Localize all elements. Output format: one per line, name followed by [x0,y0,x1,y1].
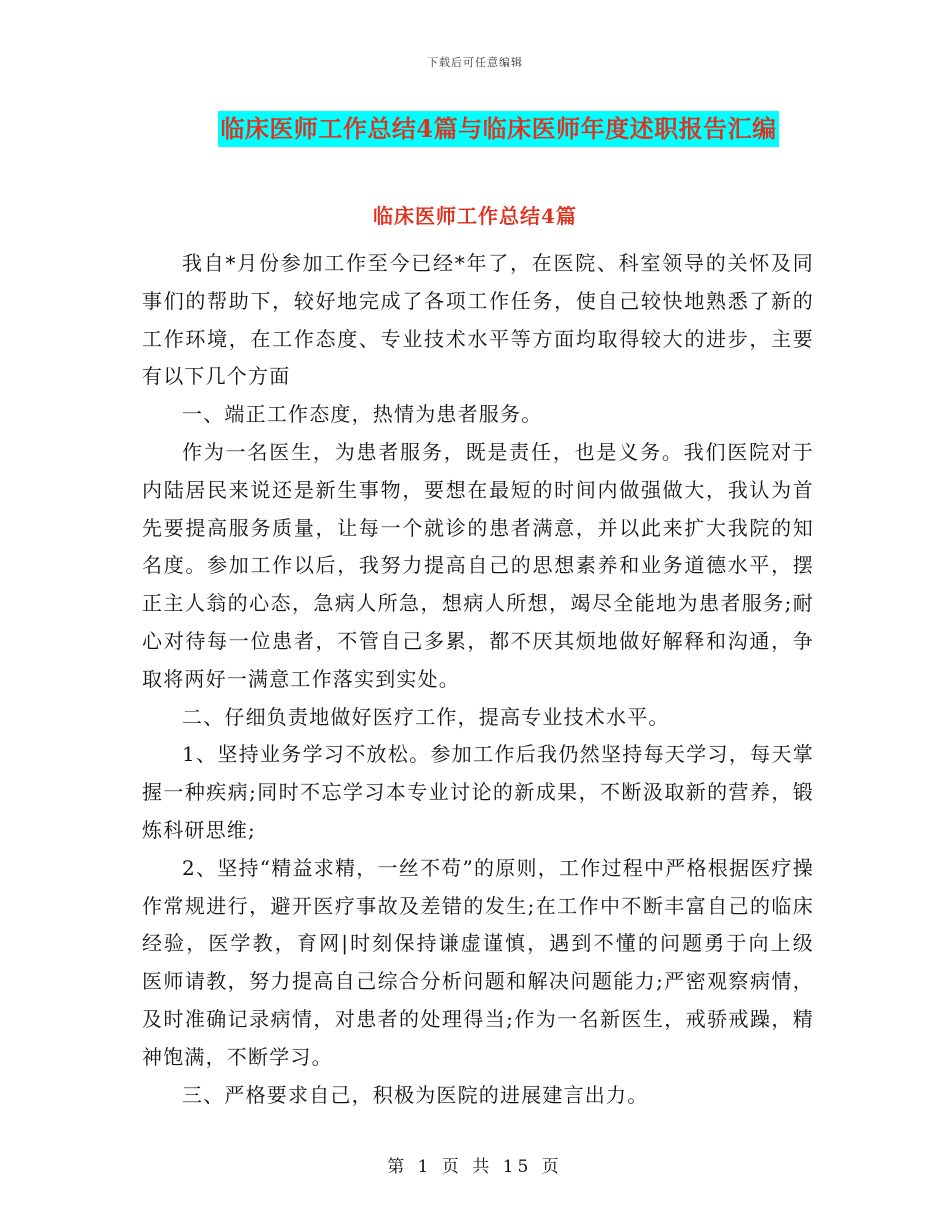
body-text [142,245,814,1114]
paragraph: 我自*月份参加工作至今已经*年了，在医院、科室领导的关怀及同事们的帮助下，较好地完成了各项工作任务，使自己较快地熟悉了新的工作环境，在工作态度、专业技术水平等方面均取得较大的进步，主要有以下几个方面 [142,251,814,389]
main-title: 临床医师工作总结4篇与临床医师年度述职报告汇编 [218,111,778,147]
section-heading: 一、端正工作态度，热情为患者服务。 [182,402,543,427]
section-heading: 二、仔细负责地做好医疗工作，提高专业技术水平。 [182,704,670,729]
main-title-container [0,111,950,147]
sub-title: 临床医师工作总结4篇 [373,204,577,228]
page-footer: 第 1 页 共 15 页 [387,1157,563,1177]
paragraph: 作为一名医生，为患者服务，既是责任，也是义务。我们医院对于内陆居民来说还是新生事物，要想在最短的时间内做强做大，我认为首先要提高服务质量，让每一个就诊的患者满意，并以此来扩大我院的知名度。参加工作以后，我努力提高自己的思想素养和业务道德水平，摆正主人翁的心态，急病人所急，想病人所想，竭尽全能地为患者服务;耐心对待每一位患者，不管自己多累，都不厌其烦地做好解释和沟通，争取将两好一满意工作落实到实处。 [142,439,814,691]
paragraph: 2、坚持“精益求精，一丝不苟”的原则，工作过程中严格根据医疗操作常规进行，避开医疗事故及差错的发生;在工作中不断丰富自己的临床经验，医学教，育网|时刻保持谦虚谨慎，遇到不懂的问题勇于向上级 医师请教，努力提高自己综合分析问题和解决问题能力;严密观察病情，及时准确记录病情，对患者的处理得当;作为一名新医生，戒骄戒躁，精神饱满，不断学习。 [142,855,814,1069]
paragraph: 1、坚持业务学习不放松。参加工作后我仍然坚持每天学习，每天掌握一种疾病;同时不忘学习本专业讨论的新成果，不断汲取新的营养，锻炼科研思维; [142,742,814,842]
header-note: 下载后可任意编辑 [427,56,523,69]
section-heading: 三、严格要求自己，积极为医院的进展建言出力。 [182,1082,649,1107]
